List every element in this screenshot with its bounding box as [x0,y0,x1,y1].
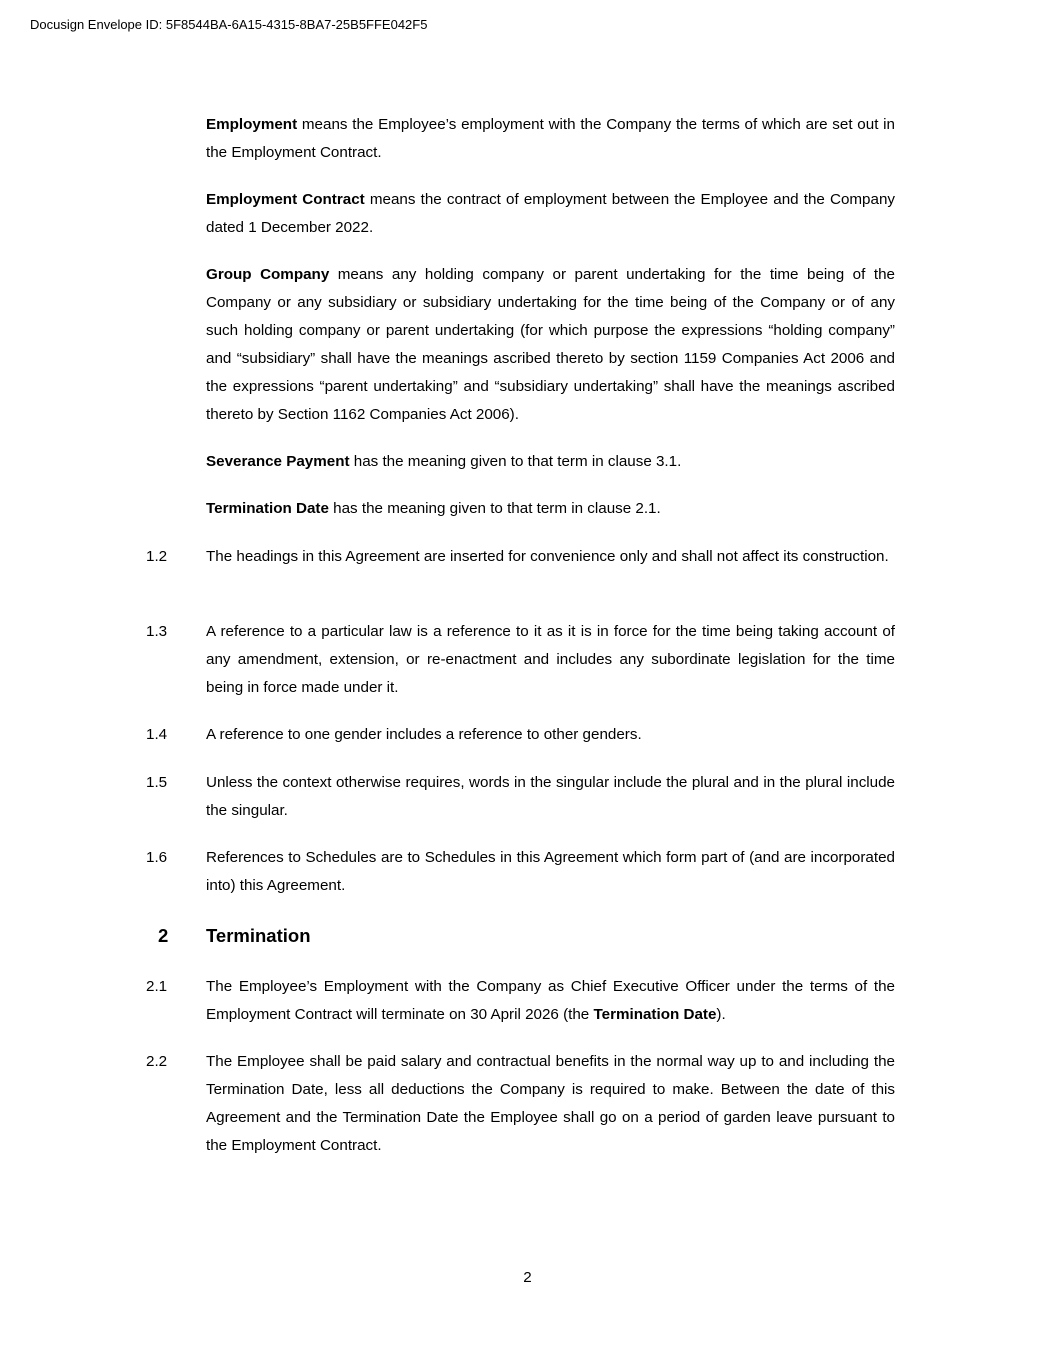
clause-number: 1.4 [146,726,168,743]
section-number: 2 [158,925,169,946]
definition-text: has the meaning given to that term in clause 3.1. [349,453,682,470]
definition-text: means the Employee’s employment with the Company the terms of which are set out in the Employment Contract. [206,116,895,161]
clause-text [206,973,895,1029]
definition-severance-payment [206,448,895,476]
clause-text: The headings in this Agreement are inserted for convenience only and shall not affect its construction. [206,548,889,565]
clause-number: 1.5 [146,774,168,791]
docusign-envelope-id: Docusign Envelope ID: 5F8544BA-6A15-4315-8BA7-25B5FFE042F5 [30,17,428,32]
clause-number: 1.3 [146,623,168,640]
definition-employment [206,111,895,167]
definition-text: means the contract of employment between the Employee and the Company dated 1 December 2022. [206,191,895,236]
clause-text: Unless the context otherwise requires, words in the singular include the plural and in the plural include the singular. [206,774,895,819]
definition-term: Severance Payment [206,453,350,470]
definition-term: Employment Contract [206,191,365,208]
definition-group-company [206,261,895,429]
definition-term: Group Company [206,266,330,283]
definition-term: Employment [206,116,298,133]
clause-text: The Employee shall be paid salary and contractual benefits in the normal way up to and including the Termination Date, less all deductions the Company is required to make. Between the date of this Agreement and the Termination Date the Employee shall go on a period of garden leave pursuant to the Employment Contract. [206,1053,895,1154]
clause-number: 1.6 [146,849,168,866]
clause-number: 2.2 [146,1053,168,1070]
clause-text: A reference to one gender includes a reference to other genders. [206,726,642,743]
definition-employment-contract [206,186,895,242]
clause-text: References to Schedules are to Schedules in this Agreement which form part of (and are incorporated into) this Agreement. [206,849,895,894]
clause-text: A reference to a particular law is a reference to it as it is in force for the time being taking account of any amendment, extension, or re-enactment and includes any subordinate legislation for the time being in force made under it. [206,623,895,696]
defined-term: Termination Date [593,1006,717,1023]
definition-text: means any holding company or parent undertaking for the time being of the Company or any subsidiary or subsidiary undertaking for the time being of the Company or of any such holding company or parent undertaking (for which purpose the expressions “holding company” and “subsidiary” shall have the meanings ascribed thereto by section 1159 Companies Act 2006 and the expressions “parent undertaking” and “subsidiary undertaking” shall have the meanings ascribed thereto by Section 1162 Companies Act 2006). [206,266,895,423]
section-heading: Termination [206,925,311,946]
clause-text-part: ). [716,1006,726,1023]
definition-term: Termination Date [206,500,329,517]
clause-number: 1.2 [146,548,168,565]
definition-termination-date [206,495,895,523]
clause-text-part: The Employee’s Employment with the Company as Chief Executive Officer under the terms of the Employment Contract will terminate on 30 April 2026 (the [206,978,895,1023]
definition-text: has the meaning given to that term in clause 2.1. [328,500,661,517]
page-number: 2 [523,1269,532,1286]
clause-number: 2.1 [146,978,168,995]
